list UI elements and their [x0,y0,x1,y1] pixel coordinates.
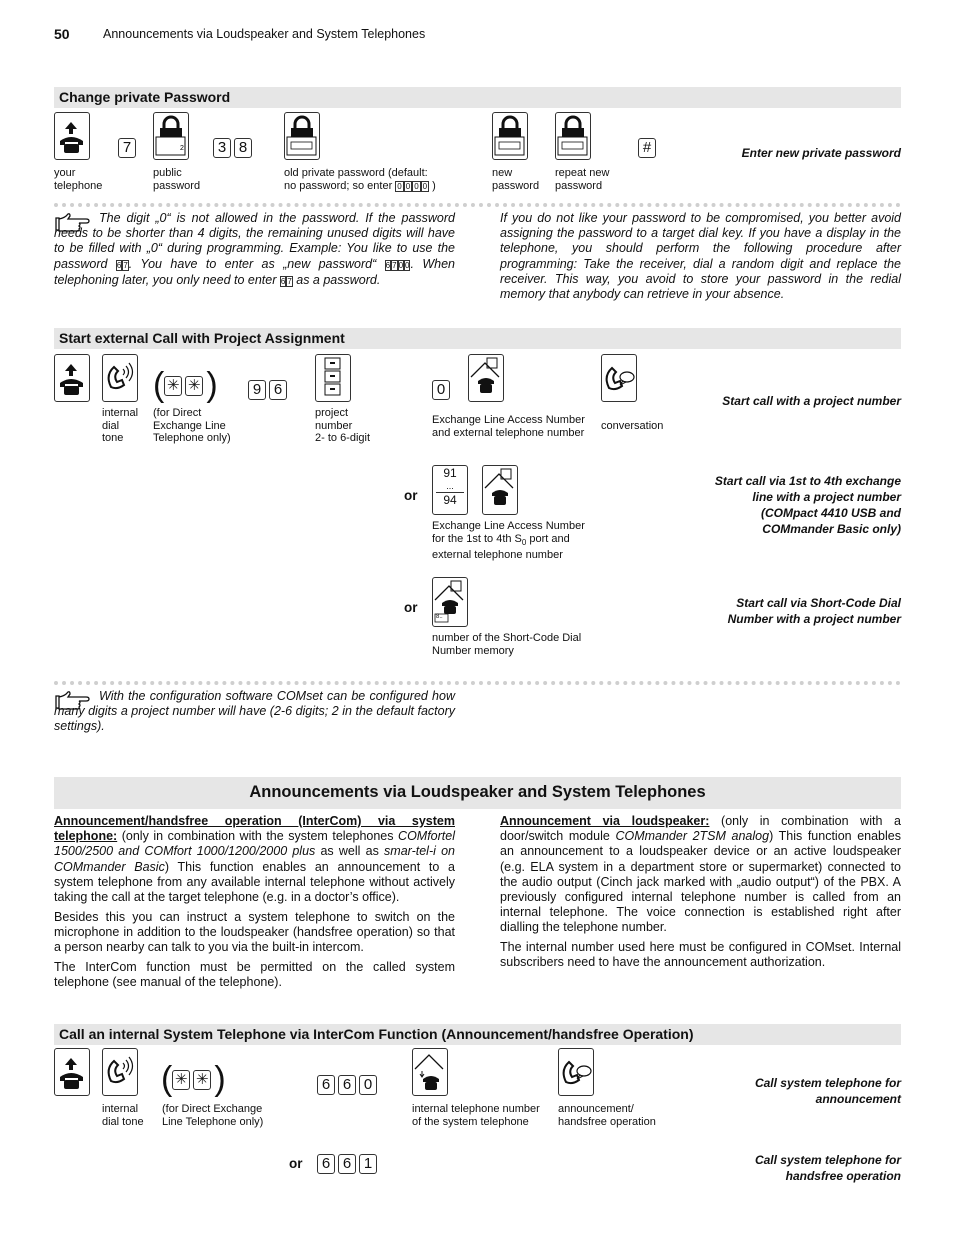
key-0: 0 [359,1075,377,1095]
key-hash: # [638,138,656,158]
label-public-password: public password [153,167,201,192]
side-start-call-project: Start call with a project number [722,394,901,408]
para-intercom [54,814,455,905]
section-title-call-intercom: Call an internal System Telephone via InterCom Function (Announcement/handsfree Operation) [54,1024,901,1045]
side-enter-new-password: Enter new private password [741,146,901,160]
mini-key: 6 [116,260,122,270]
padlock-repeat-icon [555,112,591,160]
conversation-icon [601,354,637,402]
or-label: or [404,600,418,615]
key-star: ✳ [185,376,203,396]
note-text: . You have to enter as „new password“ [128,256,385,271]
key-6: 6 [317,1075,335,1095]
label-direct-line: (for Direct Exchange Line Telephone only) [153,407,231,444]
key-1: 1 [359,1154,377,1174]
key-star: ✳ [172,1070,190,1090]
key-7: 7 [118,138,136,158]
label-subscript: 0 [521,537,527,547]
label-internal-dial-tone: internal dial tone [102,1103,144,1128]
side-start-call-1st-4th: Start call via 1st to 4th exchange line with a project number (COMpact 4410 USB and COMmander Basic only) [714,474,901,536]
para-text: ) This function enables an announcement to a loudspeaker device or an active loudspeaker (e.g. ELA system in a department store or supermarket) connected to the audio output (Cinch jack marked with „audio output“) of the PBX. A previously configured internal telephone number is called from an internal telephone. The voice connection is established right after dialling the telephone number. [500,829,901,935]
mini-keys-67 [280,276,293,287]
svg-text:2: 2 [180,145,184,152]
mini-key: 0 [397,181,402,191]
or-label: or [404,488,418,503]
para-handsfree: Besides this you can instruct a system telephone to switch on the microphone in addition to the loudspeaker (handsfree operation) so that a person nearby can talk to you via the built-in intercom. [54,910,455,955]
key-3: 3 [213,138,231,158]
padlock-new-icon [492,112,528,160]
open-parenthesis: ( [153,366,165,404]
divider [54,203,901,207]
mini-key: 7 [123,260,128,270]
para-text: (only in combination with a door/switch module [500,814,901,844]
para-text: ) This function enables an announcement to a system telephone from any available internal telephone without actively taking the call at the target telephone (e.g. in a doctor’s office). [54,859,455,905]
keys-661 [317,1154,380,1174]
keys-96 [248,380,290,400]
divider [54,681,901,685]
mini-key: 0 [414,181,419,191]
note-text: . When telephoning later, you only need to enter [54,256,455,287]
note-project-digits: With the configuration software COMset can be configured how many digits a project number will have (2-6 digits; 2 in the default factory settings). [54,689,455,734]
key-star: ✳ [164,376,182,396]
mini-keys-67 [116,260,129,271]
mini-key: 7 [392,260,397,270]
close-parenthesis: ) [214,1060,226,1098]
para-text: (only in combination with the system telephones [117,829,399,844]
para-italic: COMfortel 1500/2500 and COMfort 1000/1200/2000 plus [54,829,455,859]
para-italic: smar-tel-i on COMmander Basic [54,844,455,874]
open-parenthesis: ( [161,1060,173,1098]
key-6: 6 [338,1075,356,1095]
keys-660 [317,1075,380,1095]
or-label: or [289,1156,303,1171]
handset-lift-icon [54,354,90,402]
label-announcement: announcement/ handsfree operation [558,1103,656,1128]
mini-key: 6 [280,276,286,286]
optional-star-keys [161,1062,226,1096]
mini-key: 7 [287,276,292,286]
handset-lift-icon [54,1048,90,1096]
section-title-announcements: Announcements via Loudspeaker and System Telephones [54,777,901,809]
para-italic: COMmander 2TSM analog [615,829,770,844]
mini-key: 0 [398,260,404,270]
key-6: 6 [317,1154,335,1174]
handset-lift-icon [54,112,90,160]
house-internal-phone-icon [412,1048,448,1096]
label-old-password-text: old private password (default: no password; so enter [284,167,428,192]
conversation-icon [558,1048,594,1096]
key-8: 8 [234,138,252,158]
house-phone-icon [468,354,504,402]
label-exchange-1st-4th-b: port and external telephone number [432,532,570,562]
mini-key: 0 [422,181,428,191]
side-call-announcement: Call system telephone for announcement [754,1076,901,1106]
label-old-password: old private password (default: no password; so enter 0 0 0 0 ) [284,167,436,192]
note-text: The digit „0“ is not allowed in the password. If the password needs to be shorter than 4 digits, the remaining unused digits will have to be filled with „0“ during programming. Example: You like to use the password [54,211,455,271]
padlock-public-icon [153,112,189,160]
padlock-old-icon [284,112,320,160]
mini-keys-6700 [385,260,411,271]
section-title-external-call: Start external Call with Project Assignment [54,328,901,349]
para-heading: Announcement/handsfree operation (InterCom) via system telephone: [54,814,455,844]
label-exchange-access: Exchange Line Access Number and external telephone number [432,414,585,439]
short-code-key: 8.. [436,614,443,620]
page-number: 50 [54,26,70,42]
old-password-keys [395,181,429,192]
section-title-change-password: Change private Password [54,87,901,108]
side-start-call-short-code: Start call via Short-Code Dial Number with a project number [727,596,901,626]
note-password-left [54,211,455,289]
side-call-handsfree: Call system telephone for handsfree operation [754,1153,901,1183]
label-new-password: new password [492,167,540,192]
label-project-number: project number 2- to 6-digit [315,407,371,444]
key-6: 6 [338,1154,356,1174]
stack-key-ellipsis: ... [436,481,464,493]
mini-key: 0 [405,181,411,191]
label-direct-line: (for Direct Exchange Line Telephone only) [162,1103,264,1128]
dial-tone-icon [102,354,138,402]
key-star: ✳ [193,1070,211,1090]
para-loudspeaker [500,814,901,936]
note-text: as a password. [292,272,381,287]
label-conversation: conversation [601,420,664,432]
para-text: as well as [315,844,385,859]
key-9: 9 [248,380,266,400]
dial-tone-icon [102,1048,138,1096]
label-your-telephone: your telephone [54,167,103,192]
stack-key-91: 91 [443,466,457,480]
para-heading: Announcement via loudspeaker: [500,814,710,828]
note-password-right: If you do not like your password to be compromised, you better avoid assigning the password to a target dial key. If you have a display in the telephone, you should perform the following procedure after programming: Take the receiver, dial a random digit and replace the receiver. This way, you avoid to store your password in the redial memory that anybody can retrieve in your absence. [500,211,901,302]
key-0: 0 [432,380,450,400]
label-internal-dial-tone: internal dial tone [102,407,139,444]
label-internal-number: internal telephone number of the system telephone [412,1103,540,1128]
label-exchange-1st-4th [432,520,585,562]
project-number-icon [315,354,351,402]
house-phone-icon [482,465,518,515]
stack-key-94: 94 [443,493,457,507]
para-permit: The InterCom function must be permitted on the called system telephone (see manual of the telephone). [54,960,455,990]
key-stack-91-94 [432,465,468,515]
label-short-code: number of the Short-Code Dial Number memory [432,632,582,657]
running-title: Announcements via Loudspeaker and System Telephones [103,27,426,41]
optional-star-keys [153,368,218,402]
close-parenthesis: ) [206,366,218,404]
keys-38 [213,138,255,158]
mini-key: 0 [405,260,410,270]
para-internal-number: The internal number used here must be configured in COMset. Internal subscribers need to have the announcement authorization. [500,940,901,970]
key-6: 6 [269,380,287,400]
label-repeat-password: repeat new password [555,167,610,192]
label-exchange-1st-4th-a: Exchange Line Access Number for the 1st to 4th S [432,520,585,545]
mini-key: 6 [385,260,391,270]
